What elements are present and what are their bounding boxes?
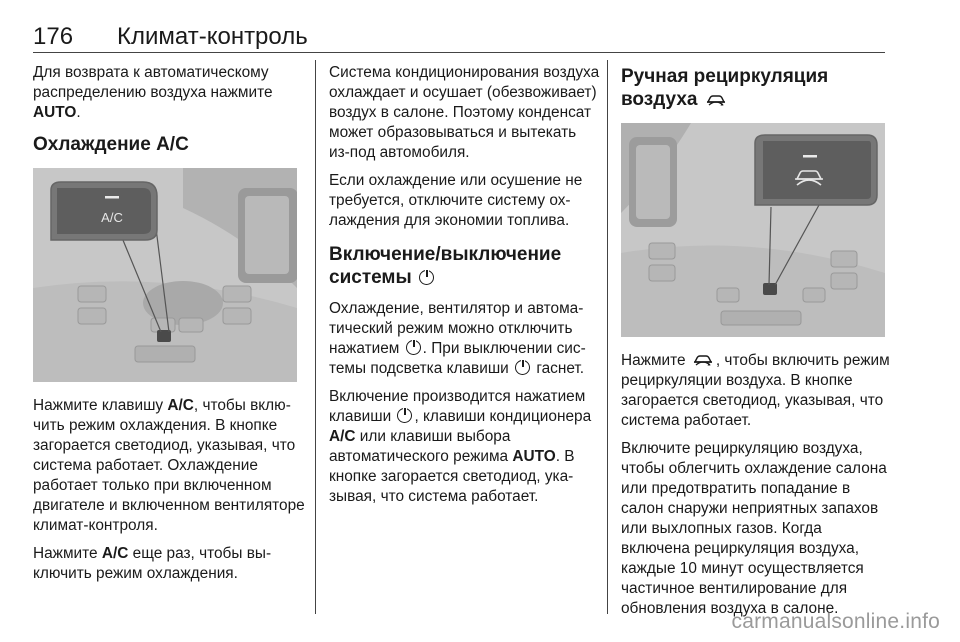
- recirculation-paragraph-1: Нажмите , чтобы включить режим рециркуляции воздуха. В кнопке загорается светодиод, указывая, что система работает.: [621, 352, 890, 429]
- ac-button-label: A/C: [101, 210, 123, 225]
- page-header: [33, 22, 308, 52]
- onoff-paragraph-2: Включение производится нажатием клавиши , клавиши кондиционера A/C или клавиши выбора автоматического режима AUTO. В кнопке загорается светодиод, указывая, что система работает.: [329, 388, 592, 505]
- watermark: carmanualsonline.info: [731, 610, 940, 633]
- column-2: [329, 63, 601, 507]
- section-title: Климат-контроль: [117, 23, 308, 50]
- ac-heading: Охлаждение A/C: [33, 134, 189, 155]
- power-icon: [406, 340, 421, 355]
- recirculation-heading: Ручная рециркуляция воздуха: [621, 66, 829, 110]
- ac-paragraph-1: Нажмите клавишу A/C, чтобы включить режим охлаждения. В кнопке загорается светодиод, указывая, что система работает. Охлаждение работает только при включенном двигателе и включенном вентиляторе климат-контроля.: [33, 397, 305, 534]
- column-divider: [607, 60, 608, 614]
- recirculation-icon: [692, 354, 714, 366]
- power-icon: [397, 408, 412, 423]
- column-divider: [315, 60, 316, 614]
- ac-paragraph-2: Нажмите A/C еще раз, чтобы выключить режим охлаждения.: [33, 545, 272, 582]
- page-number: 176: [33, 23, 74, 50]
- column-1: [33, 63, 305, 584]
- intro-paragraph: Для возврата к автоматическому распределению воздуха нажмите AUTO.: [33, 64, 273, 121]
- recirculation-paragraph-2: Включите рециркуляцию воздуха, чтобы облегчить охлаждение салона или предотвратить попадание в салон снаружи неприятных запахов или выхлопных газов. Когда включена рециркуляция воздуха, каждые 10 минут осуществляется частичное вентилирование для обновления воздуха в салоне.: [621, 440, 887, 617]
- onoff-paragraph-1: Охлаждение, вентилятор и автоматический режим можно отключить нажатием . При выключении системы подсветка клавиши гаснет.: [329, 300, 586, 377]
- power-icon: [419, 270, 434, 285]
- header-rule: [33, 52, 885, 53]
- economy-note: Если охлаждение или осушение не требуется, отключите систему охлаждения для экономии топлива.: [329, 172, 583, 229]
- power-icon: [515, 360, 530, 375]
- recirculation-button-illustration: [621, 123, 885, 337]
- column-3: [621, 63, 893, 619]
- system-onoff-heading: Включение/выключение системы: [329, 244, 562, 288]
- recirculation-icon: [705, 94, 727, 106]
- ac-button-illustration: [33, 168, 297, 382]
- ac-description: Система кондиционирования воздуха охлаждает и осушает (обезвоживает) воздух в салоне. Поэтому конденсат может образовываться и вытекать из-под автомобиля.: [329, 64, 600, 161]
